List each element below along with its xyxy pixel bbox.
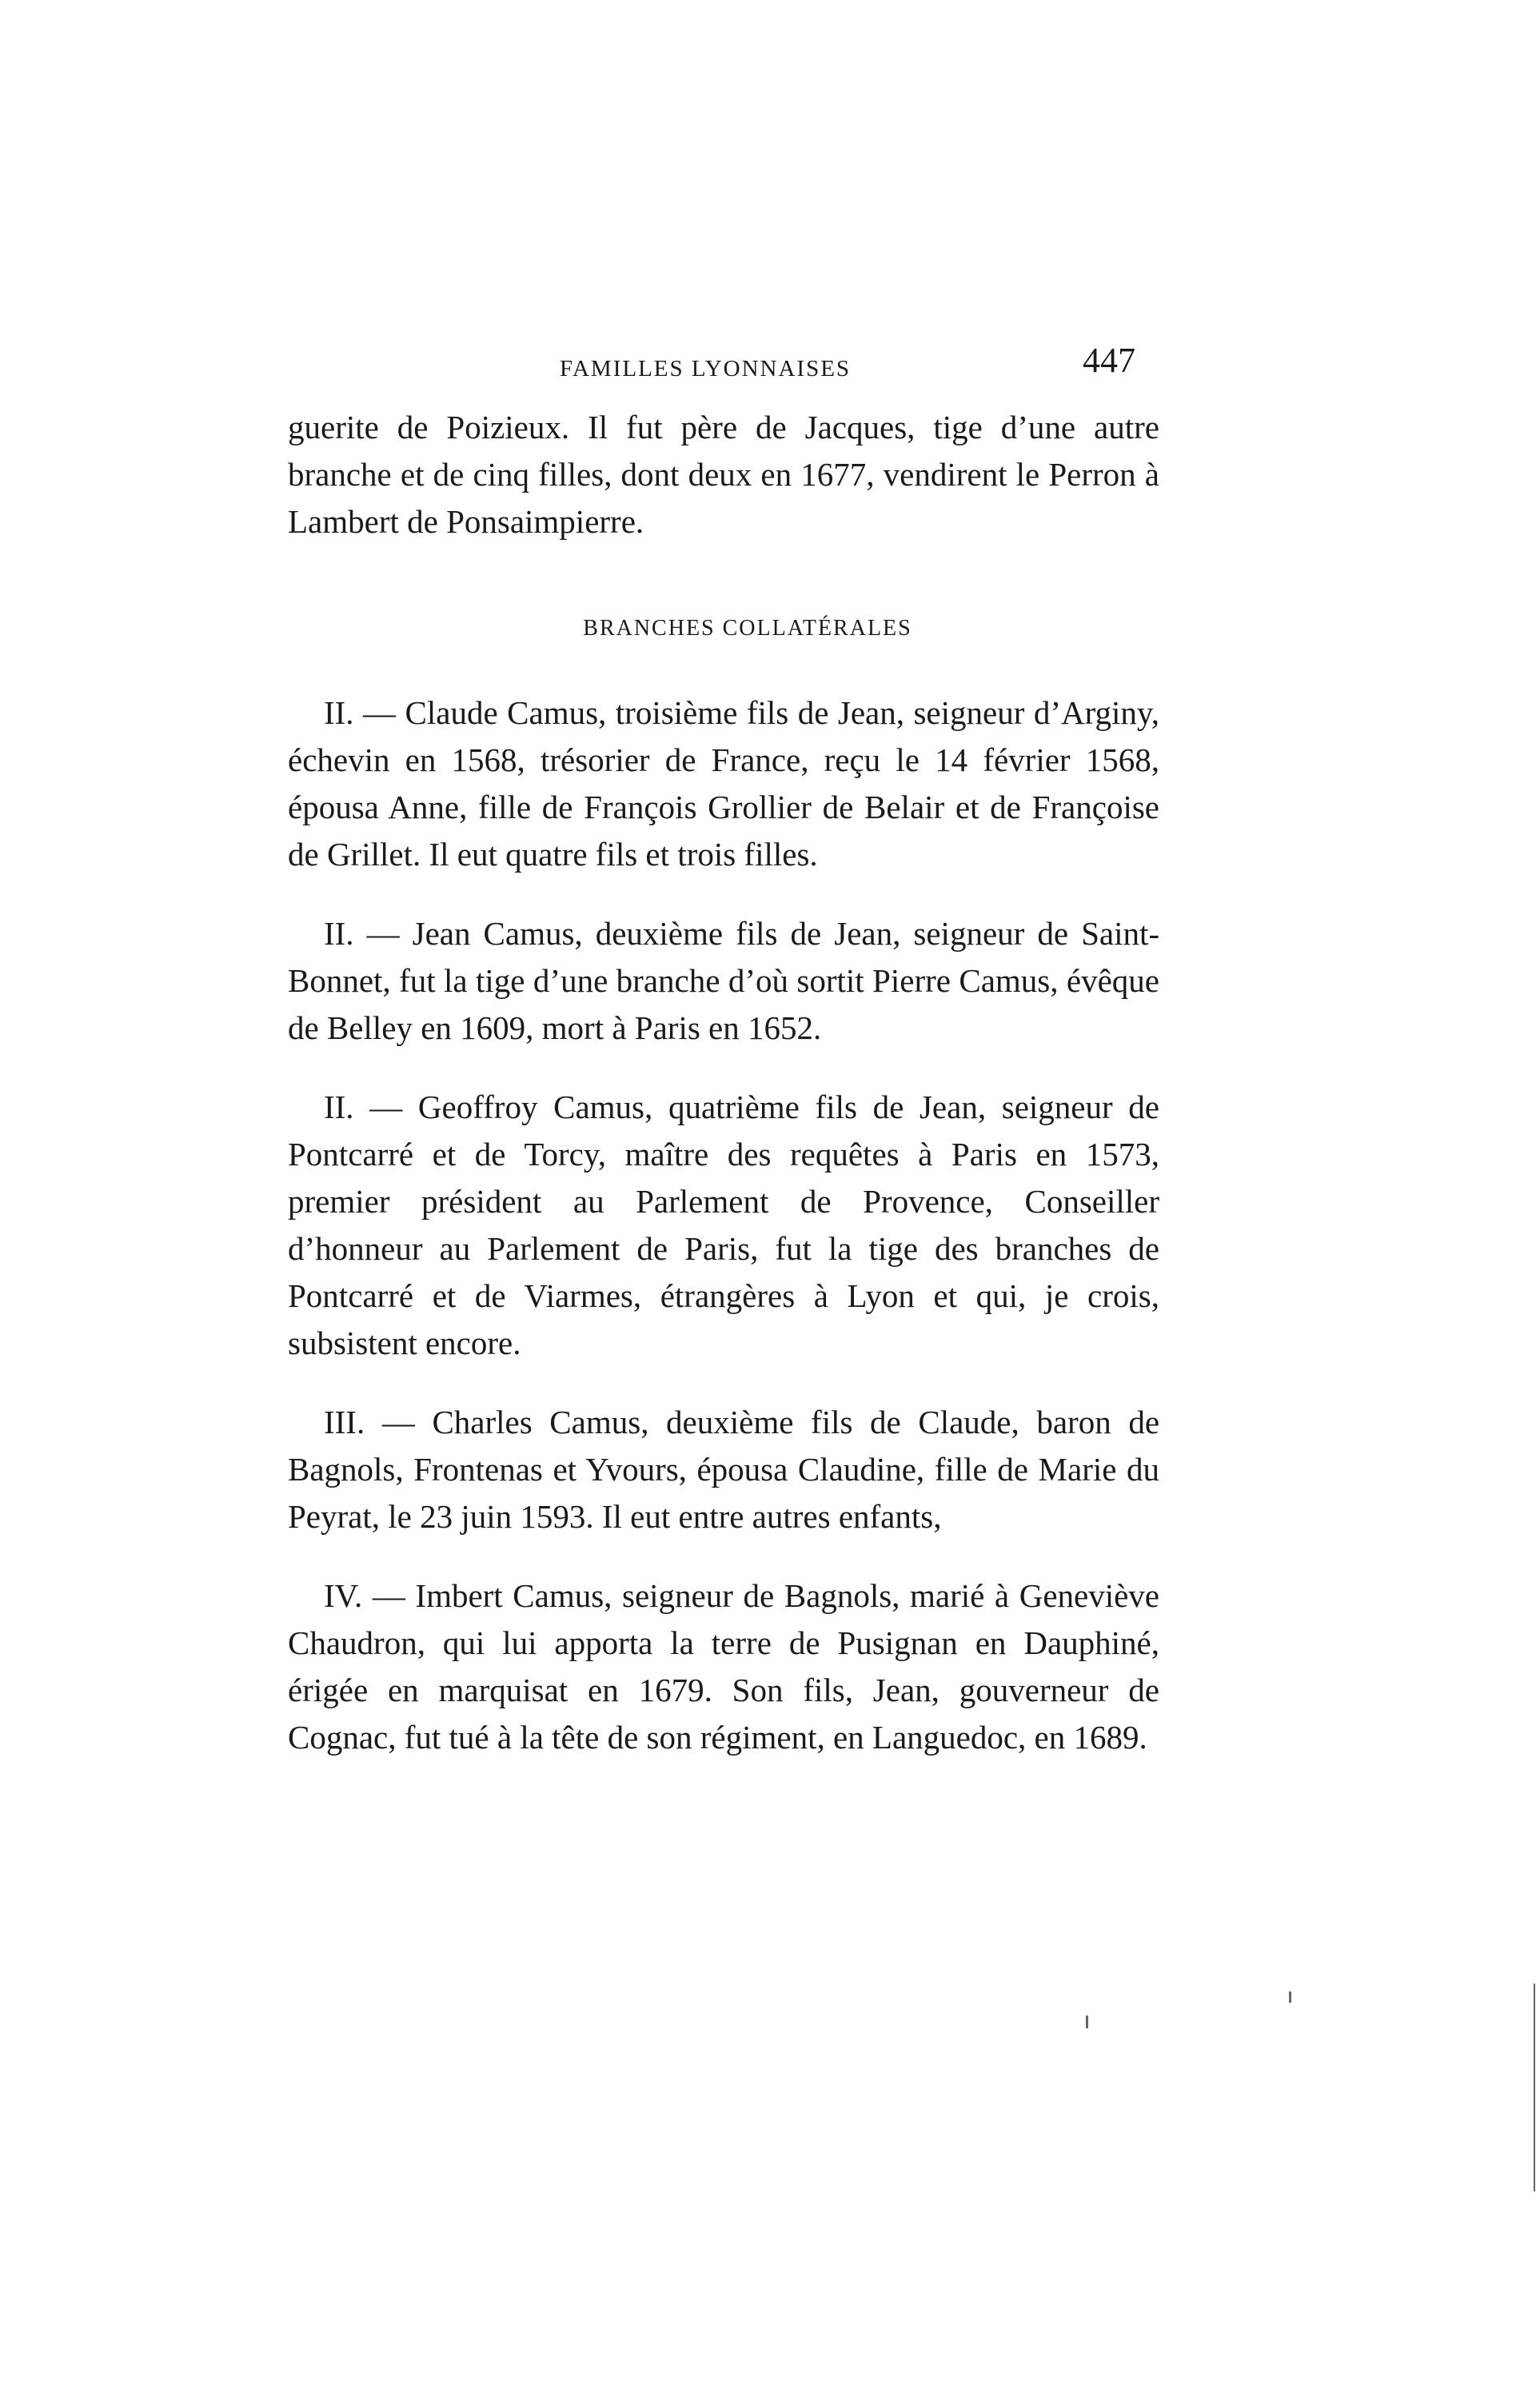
- body-text: [288, 404, 1159, 1761]
- entry-text: — Charles Camus, deuxième fils de Claude, baron de Bagnols, Frontenas et Yvours, épousa Claudine, fille de Marie du Peyrat, le 23 juin 1593. Il eut entre autres enfants,: [288, 1404, 1160, 1535]
- entry-text: — Claude Camus, troisième fils de Jean, seigneur d’Arginy, échevin en 1568, trésorier de France, reçu le 14 février 1568, épousa Anne, fille de François Grollier de Belair et de Françoise de Grillet. Il eut quatre fils et trois filles.: [288, 694, 1159, 873]
- section-heading: BRANCHES COLLATÉRALES: [583, 616, 912, 641]
- scan-edge-mark: [1534, 1984, 1535, 2191]
- genealogy-entry: [288, 689, 1159, 878]
- entry-text: — Geoffroy Camus, quatrième fils de Jean, seigneur de Pontcarré et de Torcy, maître des requêtes à Paris en 1573, premier président au Parlement de Provence, Conseiller d’honneur au Parlement de Paris, fut la tige des branches de Pontcarré et de Viarmes, étrangères à Lyon et qui, je crois, subsistent encore.: [288, 1089, 1160, 1361]
- scan-edge-mark: [1086, 2015, 1088, 2028]
- genealogy-entry: [288, 1399, 1159, 1540]
- opening-paragraph: guerite de Poizieux. Il fut père de Jacques, tige d’une autre branche et de cinq filles, dont deux en 1677, vendirent le Perron à Lambert de Ponsaimpierre.: [288, 409, 1159, 540]
- running-title: FAMILLES LYONNAISES: [560, 356, 852, 382]
- entry-numeral: III.: [324, 1404, 365, 1440]
- entry-numeral: II.: [324, 694, 354, 731]
- entry-numeral: II.: [324, 915, 354, 952]
- genealogy-entry: [288, 1572, 1159, 1761]
- entry-numeral: II.: [324, 1089, 354, 1125]
- scan-edge-mark: [1289, 1992, 1291, 2003]
- genealogy-entry: [288, 910, 1159, 1052]
- entry-text: — Jean Camus, deuxième fils de Jean, seigneur de Saint-Bonnet, fut la tige d’une branche d’où sortit Pierre Camus, évêque de Belley en 1609, mort à Paris en 1652.: [288, 915, 1160, 1046]
- entry-numeral: IV.: [324, 1577, 363, 1614]
- page-number: 447: [1083, 341, 1135, 380]
- entry-text: — Imbert Camus, seigneur de Bagnols, marié à Geneviève Chaudron, qui lui apporta la terre de Pusignan en Dauphiné, érigée en marquisat en 1679. Son fils, Jean, gouverneur de Cognac, fut tué à la tête de son régiment, en Languedoc, en 1689.: [288, 1577, 1160, 1756]
- running-header: [288, 340, 1135, 396]
- genealogy-entry: [288, 1084, 1159, 1367]
